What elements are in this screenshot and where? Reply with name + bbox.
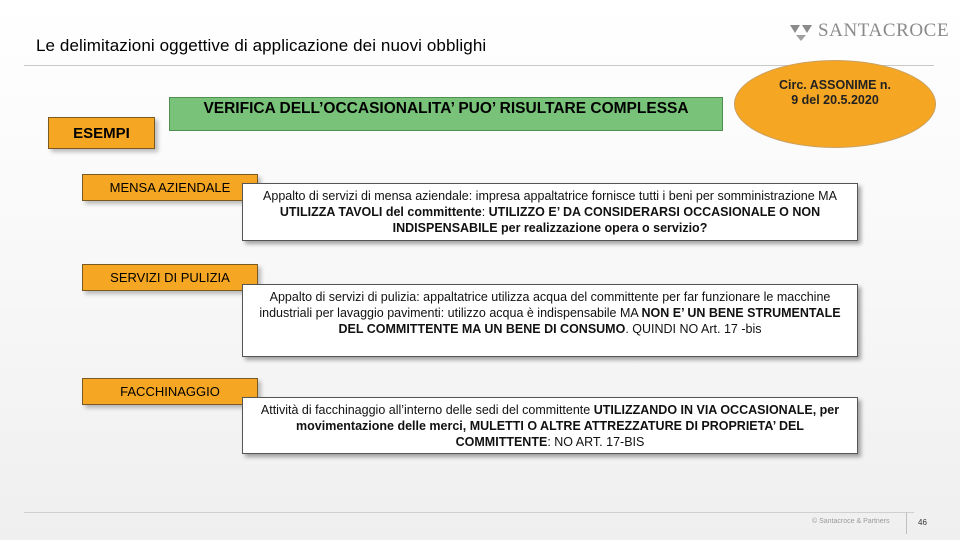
desc-bold: NON E’ UN BENE STRUMENTALE DEL COMMITTENTE MA UN BENE DI CONSUMO bbox=[338, 306, 841, 336]
desc-text: Attività di facchinaggio all’interno delle sedi del committente bbox=[260, 403, 594, 417]
desc-bold: UTILIZZANDO IN VIA OCCASIONALE, per movimentazione delle merci, MULETTI O ALTRE ATTREZZATURE DI PROPRIETA’ DEL COMMITTENTE bbox=[296, 403, 840, 449]
page-title: Le delimitazioni oggettive di applicazione dei nuovi obblighi bbox=[36, 36, 487, 55]
desc-bold: UTILIZZO E’ DA CONSIDERARSI OCCASIONALE O NON INDISPENSABILE per realizzazione opera o servizio? bbox=[392, 205, 821, 235]
verifica-banner: VERIFICA DELL’OCCASIONALITA’ PUO’ RISULTARE COMPLESSA bbox=[169, 97, 723, 131]
desc-text: Appalto di servizi di mensa aziendale: impresa appaltatrice fornisce tutti i beni per somministrazione MA bbox=[263, 189, 837, 203]
circolare-line-1: Circ. ASSONIME n. bbox=[778, 78, 892, 92]
example-desc-mensa bbox=[242, 183, 858, 241]
example-desc-facchinaggio bbox=[242, 397, 858, 454]
footer-divider bbox=[24, 512, 914, 513]
desc-text: : NO ART. 17-BIS bbox=[547, 435, 645, 449]
santacroce-mark-icon bbox=[788, 21, 814, 41]
example-label-mensa: MENSA AZIENDALE bbox=[82, 174, 258, 201]
page-number: 46 bbox=[918, 518, 927, 527]
example-label-pulizia: SERVIZI DI PULIZIA bbox=[82, 264, 258, 291]
example-desc-pulizia bbox=[242, 284, 858, 357]
footer-credit: © Santacroce & Partners bbox=[812, 518, 890, 525]
desc-bold: UTILIZZA TAVOLI del committente bbox=[279, 205, 482, 219]
example-label-facchinaggio: FACCHINAGGIO bbox=[82, 378, 258, 405]
circolare-badge bbox=[734, 60, 936, 148]
logo-text: SANTACROCE bbox=[818, 20, 950, 41]
circolare-line-2: 9 del 20.5.2020 bbox=[791, 93, 879, 107]
brand-logo bbox=[788, 18, 949, 44]
desc-text: . QUINDI NO Art. 17 -bis bbox=[625, 322, 762, 336]
footer-separator bbox=[906, 512, 907, 534]
desc-text: : bbox=[481, 205, 489, 219]
desc-text: Appalto di servizi di pulizia: appaltatrice utilizza acqua del committente per far funzionare le macchine industriali per lavaggio pavimenti: utilizzo acqua è indispensabile MA bbox=[259, 290, 831, 320]
esempi-label: ESEMPI bbox=[48, 117, 155, 149]
